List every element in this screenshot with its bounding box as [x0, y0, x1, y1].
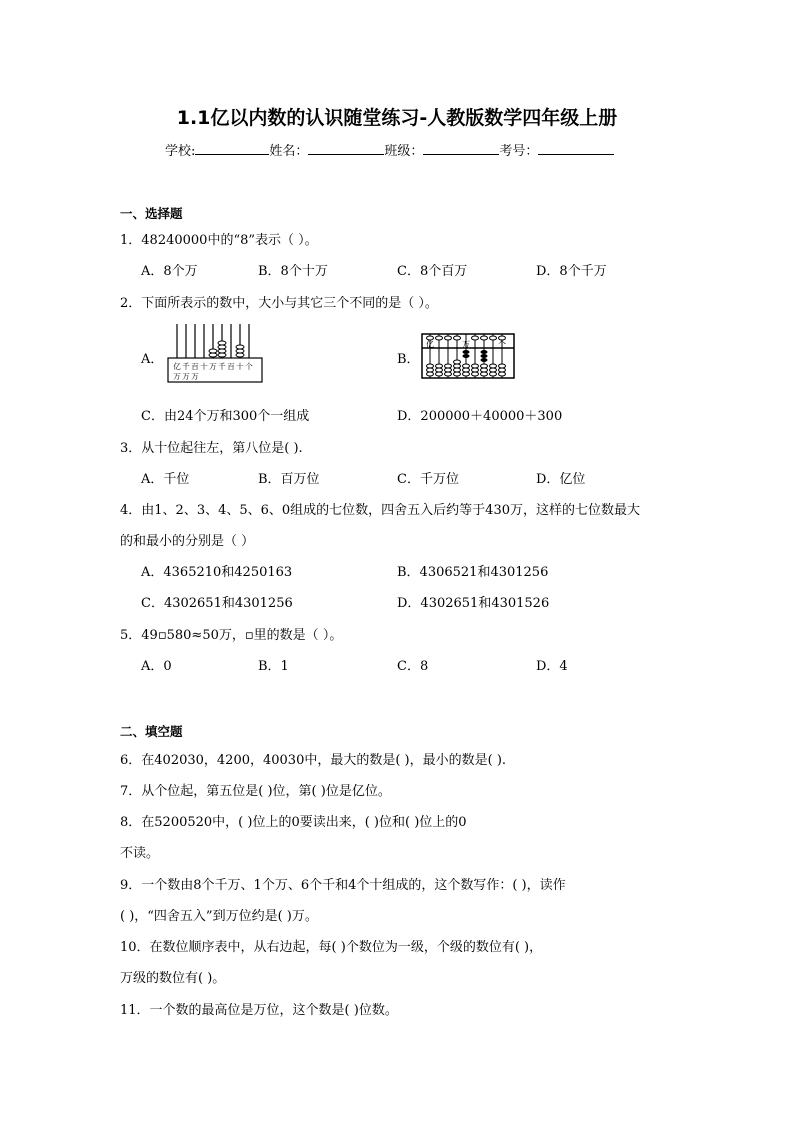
q1-option-c: C．8个百万: [397, 264, 468, 279]
q9-text-line1: 9．一个数由8个千万、1个万、6个千和4个十组成的，这个数写作：( )，读作: [120, 878, 566, 893]
q8-text-line1: 8．在5200520中，( )位上的0要读出来，( )位和( )位上的0: [120, 815, 467, 830]
section2-heading: 二、填空题: [120, 724, 183, 739]
q10-text-line1: 10．在数位顺序表中，从右边起，每( )个数位为一级，个级的数位有( )，: [120, 940, 543, 955]
class-blank[interactable]: [423, 140, 499, 155]
q8-text-line2: 不读。: [120, 846, 160, 861]
abacus-a-sub-1: 万: [173, 372, 181, 381]
q3-option-b: B．百万位: [258, 472, 320, 487]
q1-option-b: B．8个十万: [258, 264, 328, 279]
q4-option-b: B．4306521和4301256: [397, 565, 549, 580]
q2-option-d: D．200000＋40000＋300: [397, 409, 563, 424]
abacus-b-label-wan: 万: [462, 340, 470, 349]
q4-text-line2: 的和最小的分别是（ ）: [120, 534, 255, 549]
q1-text: 1．48240000中的“8”表示（ ）。: [120, 233, 318, 248]
q10-text-line2: 万级的数位有( )。: [120, 971, 226, 986]
abacus-a-sub-2: 万: [182, 372, 190, 381]
class-label: 班级：: [384, 144, 424, 159]
abacus-b-label-yi: 亿: [426, 340, 434, 349]
name-blank[interactable]: [308, 140, 384, 155]
page-title: 1.1亿以内数的认识随堂练习-人教版数学四年级上册: [176, 107, 618, 129]
abacus-a-label-4: 十: [200, 362, 208, 371]
abacus-a-label-9: 个: [245, 362, 253, 371]
q2-option-a: A．: [141, 352, 164, 367]
q1-option-d: D．8个千万: [536, 264, 607, 279]
q3-option-a: A．千位: [141, 472, 190, 487]
q5-option-b: B．1: [258, 659, 289, 674]
abacus-a-label-1: 亿: [173, 362, 181, 371]
q4-option-a: A．4365210和4250163: [141, 565, 293, 580]
q3-text: 3．从十位起往左，第八位是( ).: [120, 441, 303, 456]
abacus-a-label-5: 万: [209, 362, 217, 371]
abacus-a-label-3: 百: [191, 362, 199, 371]
q2-option-b: B．: [397, 352, 420, 367]
q4-option-c: C．4302651和4301256: [141, 596, 293, 611]
abacus-a-label-7: 百: [227, 362, 235, 371]
abacus-a-label-8: 十: [236, 362, 244, 371]
q9-text-line2: ( )，“四舍五入”到万位约是( )万。: [120, 909, 318, 924]
section1-heading: 一、选择题: [120, 206, 183, 221]
school-blank[interactable]: [195, 140, 269, 155]
q6-text: 6．在402030，4200，40030中，最大的数是( )，最小的数是( ).: [120, 753, 507, 768]
abacus-b-label-ge: 个: [498, 340, 506, 349]
school-label: 学校:: [165, 144, 196, 159]
q3-option-d: D．亿位: [536, 472, 586, 487]
q5-option-a: A．0: [141, 659, 172, 674]
exam-no-label: 考号：: [499, 144, 539, 159]
q5-option-c: C．8: [397, 659, 429, 674]
abacus-b-image: [420, 330, 516, 380]
student-info-line: [165, 140, 614, 159]
exam-no-blank[interactable]: [538, 140, 614, 155]
q2-option-c: C．由24个万和300个一组成: [141, 409, 310, 424]
abacus-a-sub-3: 万: [191, 372, 199, 381]
abacus-a-label-6: 千: [218, 362, 226, 371]
q1-option-a: A．8个万: [141, 264, 198, 279]
q4-text-line1: 4．由1、2、3、4、5、6、0组成的七位数，四舍五入后约等于430万，这样的七位数最大: [120, 503, 640, 518]
q4-option-d: D．4302651和4301526: [397, 596, 550, 611]
q2-text: 2．下面所表示的数中，大小与其它三个不同的是（ ）。: [120, 296, 438, 311]
q5-option-d: D．4: [536, 659, 568, 674]
q3-option-c: C．千万位: [397, 472, 459, 487]
abacus-a-label-2: 千: [182, 362, 190, 371]
abacus-a-image: [164, 322, 266, 384]
q5-text: 5．49▫580≈50万，▫里的数是（ ）。: [120, 628, 343, 643]
q7-text: 7．从个位起，第五位是( )位，第( )位是亿位。: [120, 784, 391, 799]
name-label: 姓名：: [269, 144, 309, 159]
q11-text: 11．一个数的最高位是万位，这个数是( )位数。: [120, 1003, 398, 1018]
